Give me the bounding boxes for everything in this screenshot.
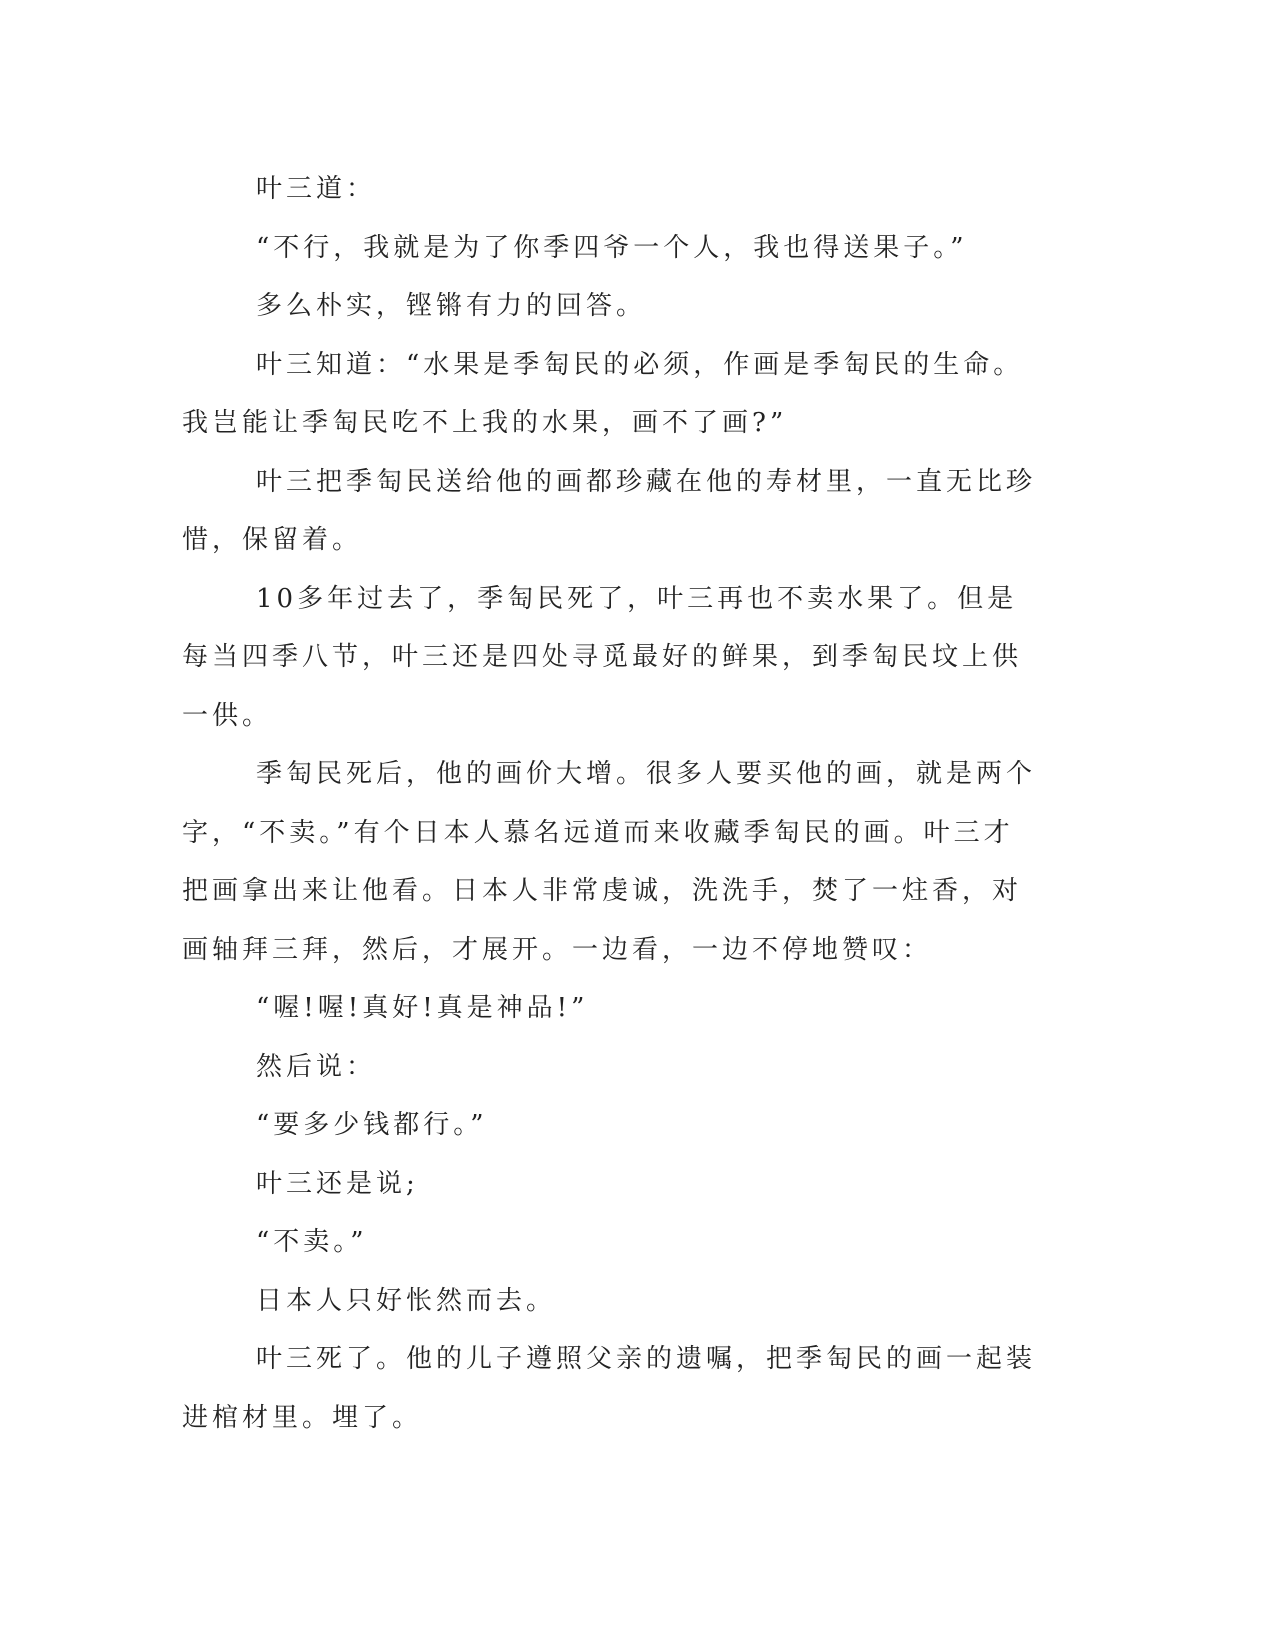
paragraph: 叶三道： (256, 174, 377, 204)
paragraph: 然后说： (256, 1051, 377, 1082)
paragraph: 多么朴实，铿锵有力的回答。 (256, 291, 647, 321)
paragraph: 叶三还是说; (256, 1168, 419, 1199)
paragraph: 叶三把季匋民送给他的画都珍藏在他的寿材里，一直无比珍惜，保留着。 (182, 466, 1037, 555)
paragraph: 叶三死了。他的儿子遵照父亲的遗嘱，把季匋民的画一起装进棺材里。埋了。 (182, 1344, 1037, 1433)
paragraph: “不卖。” (256, 1227, 368, 1257)
document-body (182, 160, 1042, 1447)
paragraph: 叶三知道：“水果是季匋民的必须，作画是季匋民的生命。我岂能让季匋民吃不上我的水果，画不了画?” (182, 349, 1024, 438)
paragraph: “要多少钱都行。” (256, 1110, 488, 1140)
paragraph: 日本人只好怅然而去。 (256, 1285, 557, 1316)
paragraph: 季匋民死后，他的画价大增。很多人要买他的画，就是两个字，“不卖。”有个日本人慕名远道而来收藏季匋民的画。叶三才把画拿出来让他看。日本人非常虔诚，洗洗手，焚了一炷香，对画轴拜三拜，然后，才展开。一边看，一边不停地赞叹： (182, 759, 1037, 965)
paragraph: “喔!喔!真好!真是神品!” (256, 993, 589, 1023)
paragraph: “不行，我就是为了你季四爷一个人，我也得送果子。” (256, 232, 968, 263)
paragraph: 10多年过去了，季匋民死了，叶三再也不卖水果了。但是每当四季八节，叶三还是四处寻觅最好的鲜果，到季匋民坟上供一供。 (182, 583, 1023, 731)
